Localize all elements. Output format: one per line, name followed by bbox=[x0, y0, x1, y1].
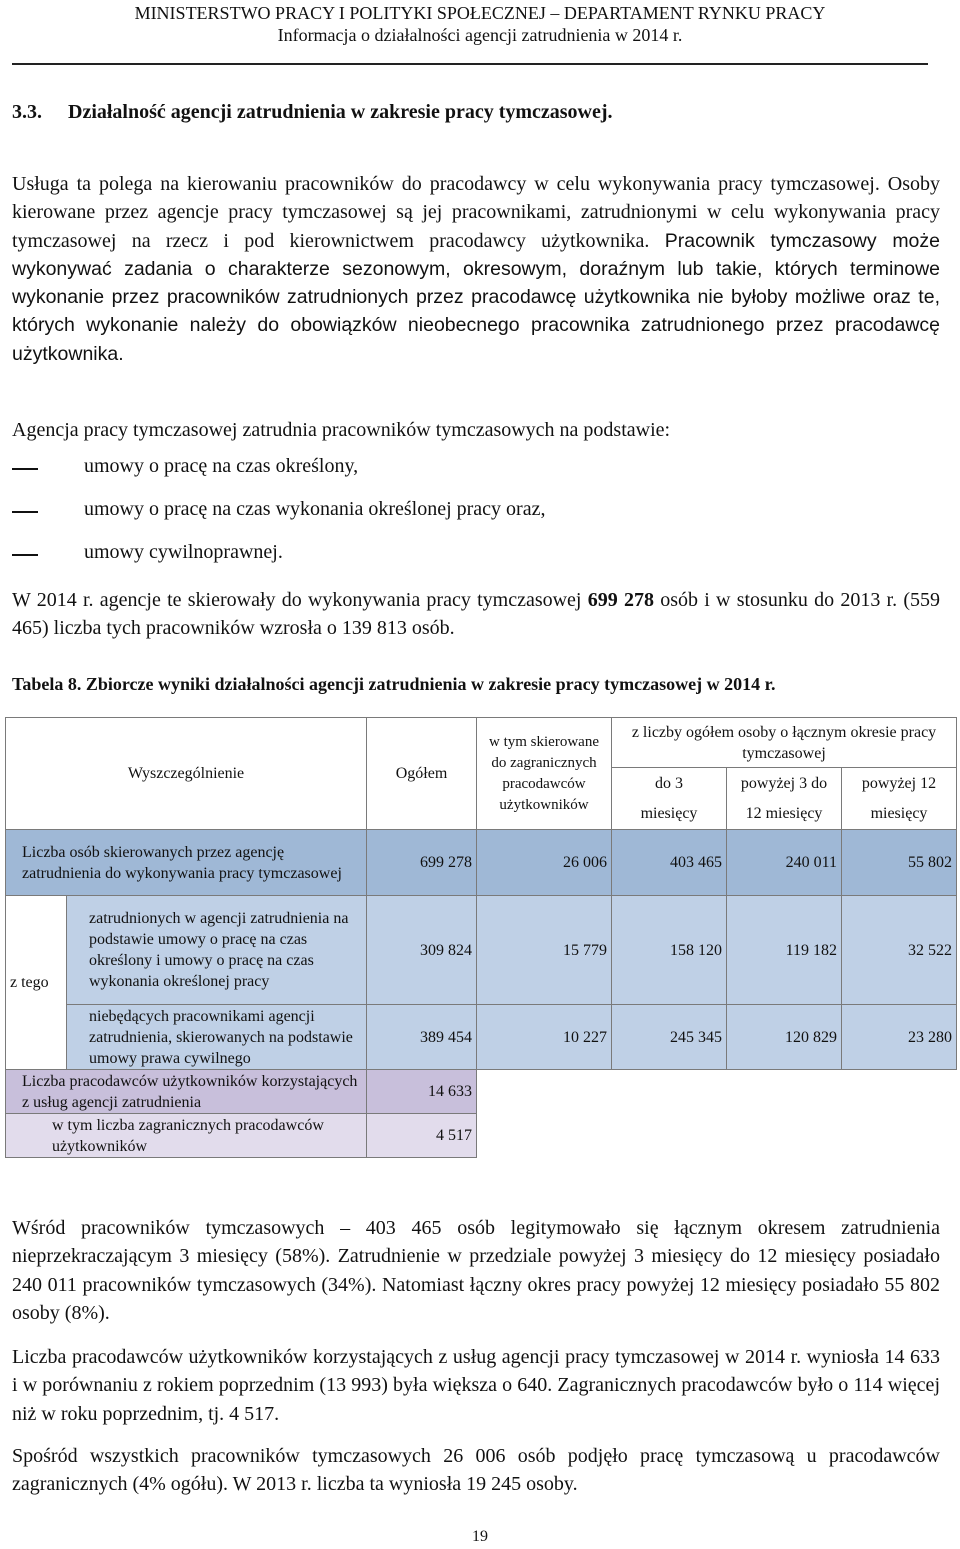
cell-value: 55 802 bbox=[842, 830, 957, 896]
closing-paragraph-durations: Wśród pracowników tymczasowych – 403 465 osób legitymowało się łącznym okresem zatrudnienia nieprzekraczającym 3 miesięcy (58%). Zatrudnienie w przedziale powyżej 3 miesięcy do 12 miesięcy posiadało 240 011 pracowników tymczasowych (34%). Natomiast łączny okres pracy powyżej 12 miesięcy posiadało 55 802 osoby (8%). bbox=[12, 1217, 940, 1324]
cell-value: 119 182 bbox=[727, 896, 842, 1005]
header-ministry: MINISTERSTWO PRACY I POLITYKI SPOŁECZNEJ – DEPARTAMENT RYNKU PRACY bbox=[134, 3, 826, 23]
summary-paragraph: W 2014 r. agencje te skierowały do wykonywania pracy tymczasowej 699 278 osób i w stosunku do 2013 r. (559 465) liczba tych pracowników wzrosła o 139 813 osób. bbox=[12, 589, 941, 640]
row-label: niebędących pracownikami agencji zatrudnienia, skierowanych na podstawie umowy prawa cywilnego bbox=[67, 1005, 367, 1070]
cell-value: 26 006 bbox=[477, 830, 612, 896]
table-caption: Tabela 8. Zbiorcze wyniki działalności agencji zatrudnienia w zakresie pracy tymczasowej w 2014 r. bbox=[12, 674, 776, 694]
cell-value: 10 227 bbox=[477, 1005, 612, 1070]
row-label: w tym liczba zagranicznych pracodawców użytkowników bbox=[6, 1114, 367, 1158]
header-divider bbox=[12, 63, 928, 65]
list-item: umowy o pracę na czas określony, bbox=[12, 455, 912, 498]
cell-value: 403 465 bbox=[612, 830, 727, 896]
page-number: 19 bbox=[472, 1528, 488, 1545]
bullet-list bbox=[12, 455, 912, 584]
basis-paragraph: Agencja pracy tymczasowej zatrudnia pracowników tymczasowych na podstawie: bbox=[12, 419, 671, 441]
table-row bbox=[6, 896, 957, 1005]
total-sent-highlight: 699 278 bbox=[587, 589, 654, 611]
header-total: Ogółem bbox=[367, 718, 477, 830]
cell-value: 15 779 bbox=[477, 896, 612, 1005]
row-label: Liczba pracodawców użytkowników korzystających z usług agencji zatrudnienia bbox=[6, 1070, 367, 1114]
list-item: umowy cywilnoprawnej. bbox=[12, 541, 912, 584]
list-item: umowy o pracę na czas wykonania określonej pracy oraz, bbox=[12, 498, 912, 541]
cell-value: 32 522 bbox=[842, 896, 957, 1005]
intro-paragraph bbox=[12, 170, 940, 368]
header-duration-3-to-12: powyżej 3 do 12 miesięcy bbox=[727, 768, 842, 830]
header-spec: Wyszczególnienie bbox=[6, 718, 367, 830]
cell-value: 240 011 bbox=[727, 830, 842, 896]
results-table bbox=[5, 717, 957, 1158]
header-duration-over-12: powyżej 12 miesięcy bbox=[842, 768, 957, 830]
table-row bbox=[6, 1114, 957, 1158]
page-header bbox=[0, 2, 960, 46]
header-foreign: w tym skierowane do zagranicznych pracodawców użytkowników bbox=[477, 718, 612, 830]
table-row bbox=[6, 1070, 957, 1114]
row-label: zatrudnionych w agencji zatrudnienia na podstawie umowy o pracę na czas określony i umowy o pracę na czas wykonania określonej pracy bbox=[67, 896, 367, 1005]
header-report-title: Informacja o działalności agencji zatrudnienia w 2014 r. bbox=[277, 25, 683, 45]
cell-value: 4 517 bbox=[367, 1114, 477, 1158]
closing-paragraph-employers: Liczba pracodawców użytkowników korzystających z usług agencji pracy tymczasowej w 2014 r. wyniosła 14 633 i w porównaniu z rokiem poprzednim (13 993) była większa o 640. Zagranicznych pracodawców było o 114 więcej niż w roku poprzednim, tj. 4 517. bbox=[12, 1346, 940, 1425]
row-group-label: z tego bbox=[6, 896, 67, 1070]
table-row bbox=[6, 1005, 957, 1070]
intro-paragraph-part2: Pracownik tymczasowy może wykonywać zadania o charakterze sezonowym, okresowym, doraźnym lub takie, których terminowe wykonanie przez pracowników zatrudnionych przez pracodawcę użytkownika nie byłoby możliwe oraz te, których wykonanie należy do obowiązków nieobecnego pracownika zatrudnionego przez pracodawcę użytkownika. bbox=[12, 229, 941, 365]
section-title: Działalność agencji zatrudnienia w zakresie pracy tymczasowej. bbox=[68, 101, 613, 123]
cell-value: 23 280 bbox=[842, 1005, 957, 1070]
cell-value: 14 633 bbox=[367, 1070, 477, 1114]
header-duration-up-to-3: do 3 miesięcy bbox=[612, 768, 727, 830]
table-row bbox=[6, 830, 957, 896]
intro-paragraph-part1: Usługa ta polega na kierowaniu pracowników do pracodawcy w celu wykonywania pracy tymczasowej. Osoby kierowane przez agencje pracy tymczasowej są jej pracownikami, zatrudnionymi w celu wykonywania pracy tymczasowej na rzecz i pod kierownictwem pracodawcy użytkownika. bbox=[12, 173, 940, 252]
dash-icon bbox=[12, 554, 38, 556]
cell-value: 389 454 bbox=[367, 1005, 477, 1070]
cell-value: 309 824 bbox=[367, 896, 477, 1005]
cell-value: 245 345 bbox=[612, 1005, 727, 1070]
header-duration-group: z liczby ogółem osoby o łącznym okresie pracy tymczasowej bbox=[612, 718, 957, 768]
closing-paragraph-foreign: Spośród wszystkich pracowników tymczasowych 26 006 osób podjęło pracę tymczasową u pracodawców zagranicznych (4% ogółu). W 2013 r. liczba ta wyniosła 19 245 osoby. bbox=[12, 1445, 940, 1496]
row-label: Liczba osób skierowanych przez agencję zatrudnienia do wykonywania pracy tymczasowej bbox=[6, 830, 367, 896]
dash-icon bbox=[12, 511, 38, 513]
cell-value: 158 120 bbox=[612, 896, 727, 1005]
section-heading bbox=[12, 101, 613, 124]
cell-value: 699 278 bbox=[367, 830, 477, 896]
section-number: 3.3. bbox=[12, 101, 42, 123]
cell-value: 120 829 bbox=[727, 1005, 842, 1070]
dash-icon bbox=[12, 468, 38, 470]
